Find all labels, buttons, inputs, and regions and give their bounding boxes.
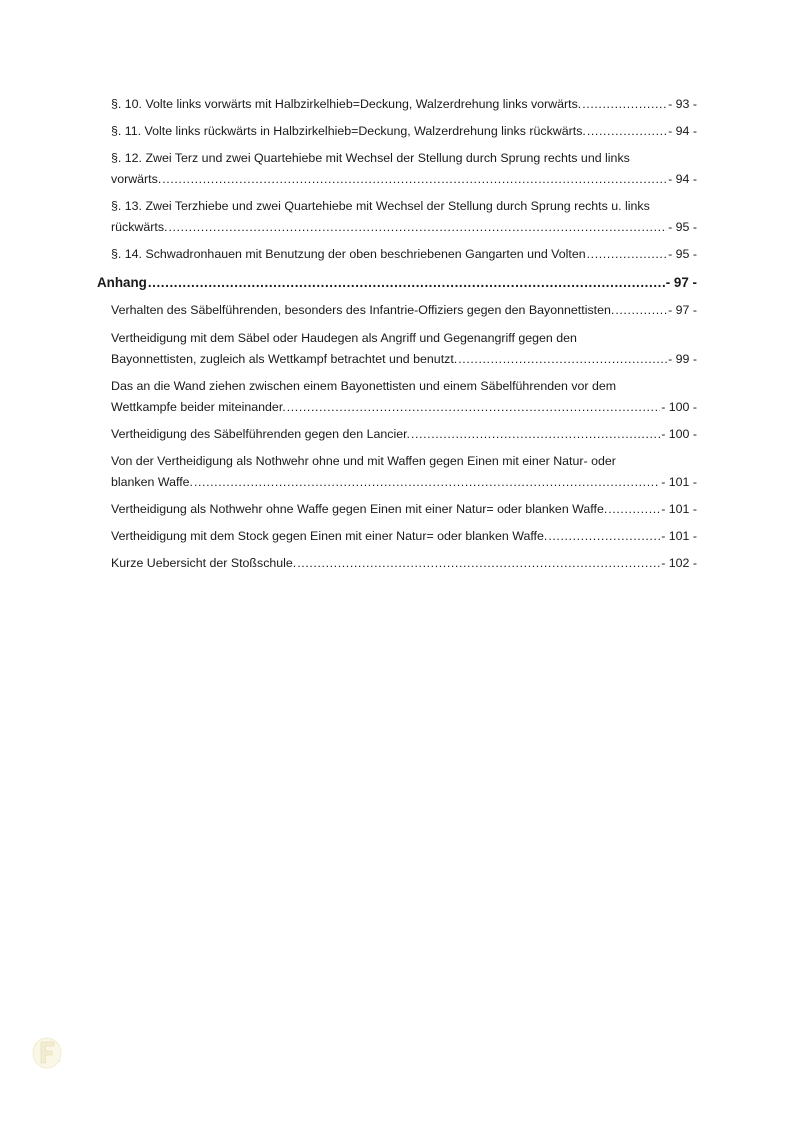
toc-entry-title: Kurze Uebersicht der Stoßschule. <box>111 556 297 570</box>
toc-entry-title: Vertheidigung des Säbelführenden gegen den Lancier. <box>111 427 410 441</box>
toc-entry[interactable] <box>111 553 697 574</box>
dot-leader <box>587 121 667 142</box>
toc-entry-page: - 102 - <box>661 556 697 570</box>
toc-entry-page: - 95 - <box>668 220 697 234</box>
dot-leader <box>615 300 667 321</box>
toc-entry-page: - 100 - <box>661 400 697 414</box>
toc-chapter-entry[interactable] <box>97 272 697 293</box>
toc-entry-page: - 93 - <box>668 97 697 111</box>
toc-entry-page: - 94 - <box>668 172 697 186</box>
toc-entry-page: - 101 - <box>661 475 697 489</box>
toc-entry-title-continued: blanken Waffe. <box>111 475 193 489</box>
dot-leader <box>162 169 667 190</box>
toc-entry-title: §. 13. Zwei Terzhiebe und zwei Quartehiebe mit Wechsel der Stellung durch Sprung rechts u. links <box>111 199 650 213</box>
faded-f-logo-icon <box>30 1034 64 1070</box>
dot-leader <box>458 349 667 370</box>
toc-entry[interactable] <box>111 148 697 190</box>
dot-leader <box>168 217 667 238</box>
dot-leader <box>587 244 667 265</box>
toc-entry-page: - 97 - <box>668 303 697 317</box>
toc-entry-title: §. 14. Schwadronhauen mit Benutzung der oben beschriebenen Gangarten und Volten <box>111 247 586 261</box>
toc-chapter-page: - 97 - <box>665 275 697 290</box>
toc-entry-title: Verhalten des Säbelführenden, besonders des Infantrie-Offiziers gegen den Bayonnettisten. <box>111 303 615 317</box>
toc-entry-page: - 95 - <box>668 247 697 261</box>
toc-entry-page: - 101 - <box>661 529 697 543</box>
toc-entry[interactable] <box>111 328 697 370</box>
dot-leader <box>287 397 660 418</box>
toc-entry-title: Vertheidigung als Nothwehr ohne Waffe gegen Einen mit einer Natur= oder blanken Waffe. <box>111 502 608 516</box>
toc-entry-title-continued: Bayonnettisten, zugleich als Wettkampf betrachtet und benutzt. <box>111 352 458 366</box>
toc-entry[interactable] <box>111 94 697 115</box>
toc-entry[interactable] <box>111 244 697 265</box>
toc-entry-title-continued: Wettkampfe beider miteinander. <box>111 400 286 414</box>
dot-leader <box>608 499 660 520</box>
dot-leader <box>582 94 667 115</box>
dot-leader <box>148 272 665 293</box>
toc-entry-title: Vertheidigung mit dem Stock gegen Einen mit einer Natur= oder blanken Waffe. <box>111 529 548 543</box>
toc-entry-title: Das an die Wand ziehen zwischen einem Bayonettisten und einem Säbelführenden vor dem <box>111 379 617 393</box>
toc-entry-page: - 94 - <box>668 124 697 138</box>
toc-entry-title-continued: rückwärts. <box>111 220 168 234</box>
toc-entry-title: §. 12. Zwei Terz und zwei Quartehiebe mit Wechsel der Stellung durch Sprung rechts und links <box>111 151 630 165</box>
toc-entry-page: - 100 - <box>661 427 697 441</box>
dot-leader <box>411 424 660 445</box>
toc-entry-page: - 101 - <box>661 502 697 516</box>
toc-entry[interactable] <box>111 376 697 418</box>
toc-entry-title-continued: vorwärts. <box>111 172 162 186</box>
dot-leader <box>194 472 660 493</box>
toc-entry-title: Von der Vertheidigung als Nothwehr ohne und mit Waffen gegen Einen mit einer Natur- oder <box>111 454 616 468</box>
toc-entry-title: Vertheidigung mit dem Säbel oder Haudegen als Angriff und Gegenangriff gegen den <box>111 331 577 345</box>
dot-leader <box>548 526 660 547</box>
toc-entry[interactable] <box>111 499 697 520</box>
toc-entry[interactable] <box>111 196 697 238</box>
toc-entry-title: §. 11. Volte links rückwärts in Halbzirkelhieb=Deckung, Walzerdrehung links rückwärts. <box>111 124 586 138</box>
dot-leader <box>297 553 660 574</box>
toc-entry-page: - 99 - <box>668 352 697 366</box>
toc-entry[interactable] <box>111 424 697 445</box>
toc-entry[interactable] <box>111 451 697 493</box>
toc-chapter-title: Anhang <box>97 275 147 290</box>
toc-entry[interactable] <box>111 300 697 321</box>
toc-entry-title: §. 10. Volte links vorwärts mit Halbzirkelhieb=Deckung, Walzerdrehung links vorwärts. <box>111 97 582 111</box>
toc-entry[interactable] <box>111 526 697 547</box>
toc-entry[interactable] <box>111 121 697 142</box>
